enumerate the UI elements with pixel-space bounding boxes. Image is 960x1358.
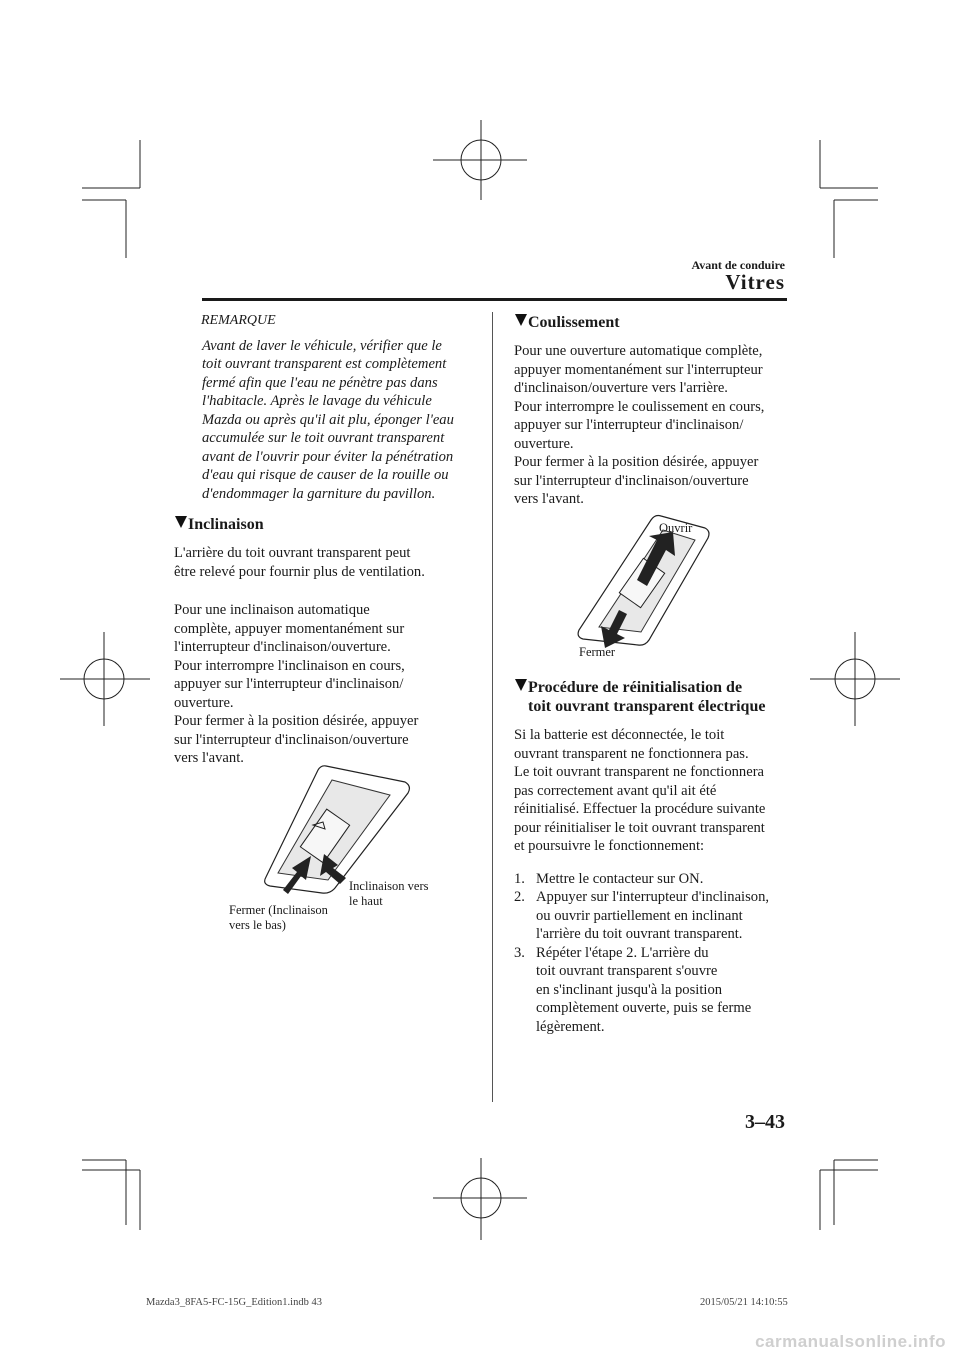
fig-label-close: Fermer — [579, 645, 616, 659]
fig-label-open: Ouvrir — [659, 521, 693, 535]
slide-switch-diagram — [565, 510, 715, 650]
list-item: 2. Appuyer sur l'interrupteur d'inclinaison, ou ouvrir partiellement en inclinant l'arrière du toit ouvrant transparent. — [514, 889, 770, 942]
slide-section — [514, 313, 794, 523]
tilt-heading: Inclinaison — [174, 515, 494, 534]
tilt-intro: L'arrière du toit ouvrant transparent peut être relevé pour fournir plus de ventilation. — [174, 545, 425, 580]
reset-heading: Procédure de réinitialisation de toit ouvrant transparent électrique — [514, 678, 794, 716]
triangle-down-icon — [514, 678, 528, 716]
header-rule — [202, 298, 787, 301]
reset-steps — [514, 870, 794, 1037]
fig-label-tilt-up: Inclinaison vers le haut — [349, 879, 429, 908]
slide-heading: Coulissement — [514, 313, 794, 332]
slide-instructions: Pour une ouverture automatique complète, appuyer momentanément sur l'interrupteur d'inclinaison/ouverture vers l'arrière. Pour interrompre le coulissement en cours, appuyer sur l'interrupteur d'inclinaison/ ouverture. Pour fermer à la position désirée, appuyer sur l'interrupteur d'inclinaison/ouverture vers l'avant. — [514, 343, 765, 507]
tilt-section — [174, 515, 494, 782]
chapter-title: Vitres — [725, 270, 785, 294]
fig-label-tilt-down: Fermer (Inclinaison vers le bas) — [229, 903, 328, 932]
reset-intro: Si la batterie est déconnectée, le toit ouvrant transparent ne fonctionnera pas. Le toit ouvrant transparent ne fonctionnera pas correctement avant qu'il ait été réinitialisé. Effectuer la procédure suivante pour réinitialiser le toit ouvrant transparent et poursuivre le fonctionnement: — [514, 727, 766, 854]
list-item: 3. Répéter l'étape 2. L'arrière du toit ouvrant transparent s'ouvre en s'inclinant jusqu'à la position complètement ouverte, puis se ferme légèrement. — [514, 944, 752, 1035]
page-number: 3–43 — [745, 1111, 785, 1133]
triangle-down-icon — [514, 313, 528, 332]
watermark: carmanualsonline.info — [755, 1332, 946, 1351]
triangle-down-icon — [174, 515, 188, 534]
tilt-instructions: Pour une inclinaison automatique complète, appuyer momentanément sur l'interrupteur d'inclinaison/ouverture. Pour interrompre l'inclinaison en cours, appuyer sur l'interrupteur d'inclinaison/ ouverture. Pour fermer à la position désirée, appuyer sur l'interrupteur d'inclinaison/ouverture vers l'avant. — [174, 602, 419, 766]
running-section-title: Avant de conduire — [691, 258, 785, 272]
list-item: 1. Mettre le contacteur sur ON. — [514, 870, 704, 887]
reset-section — [514, 678, 794, 1036]
note-text: Avant de laver le véhicule, vérifier que le toit ouvrant transparent est complètement fermé afin que l'eau ne pénètre pas dans l'habitacle. Après le lavage du véhicule Mazda ou après qu'il ait plu, éponger l'eau accumulée sur le toit ouvrant transparent avant de l'ouvrir pour éviter la pénétration d'eau qui risque de causer de la rouille ou d'endommager la garniture du pavillon. — [202, 337, 454, 502]
note-title: REMARQUE — [201, 313, 276, 328]
footer-timestamp: 2015/05/21 14:10:55 — [700, 1297, 788, 1308]
left-column — [202, 312, 487, 503]
footer-file: Mazda3_8FA5-FC-15G_Edition1.indb 43 — [146, 1297, 322, 1308]
